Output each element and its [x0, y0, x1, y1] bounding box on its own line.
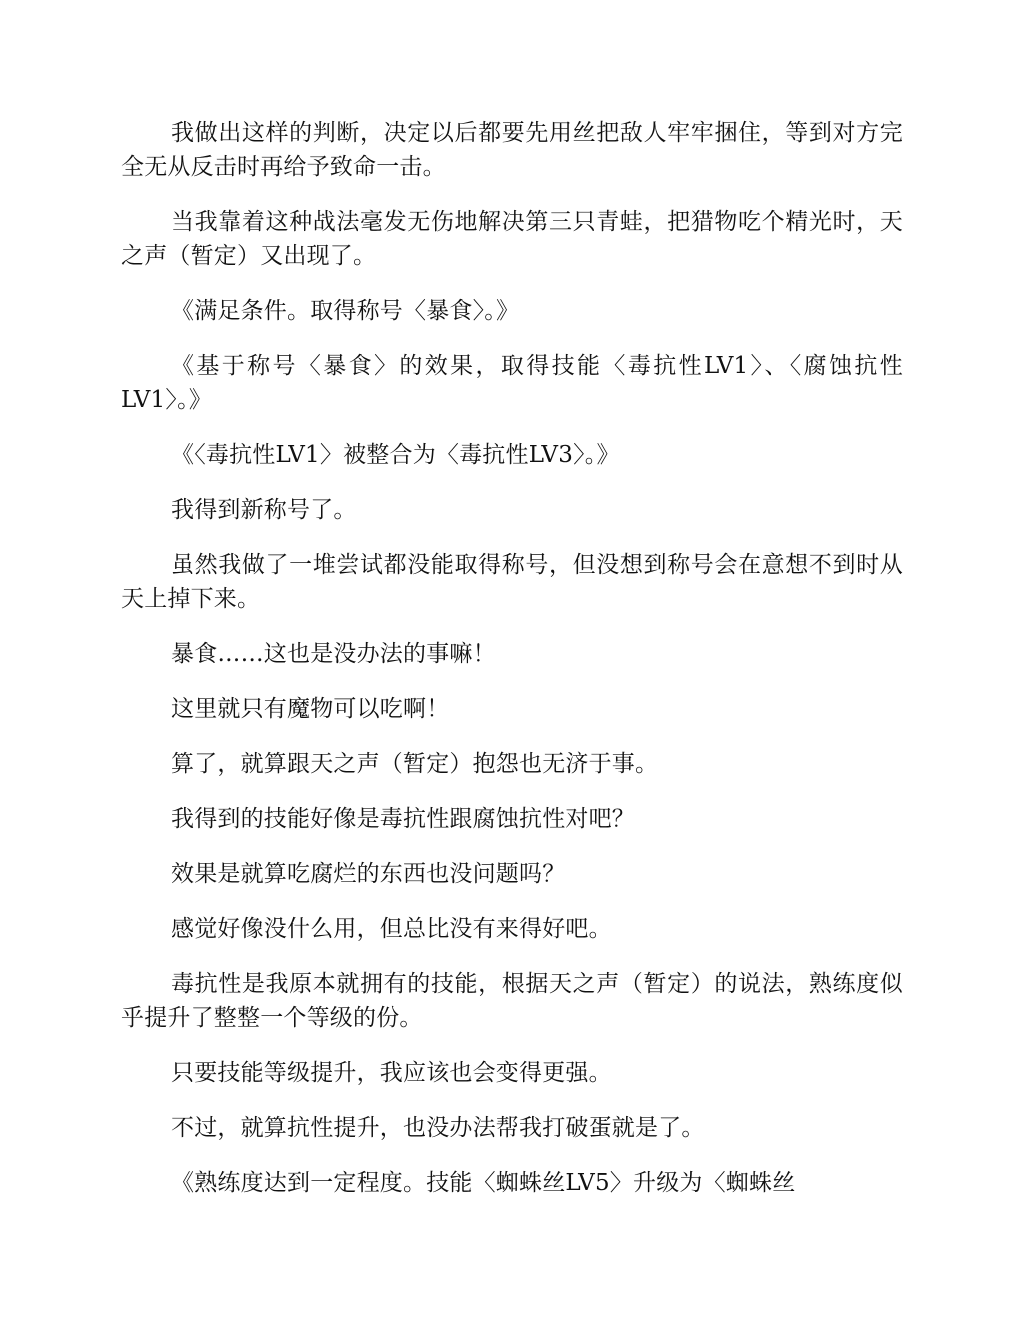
- paragraph-13: 感觉好像没什么用，但总比没有来得好吧。: [171, 916, 612, 942]
- paragraph-15: 只要技能等级提升，我应该也会变得更强。: [171, 1060, 612, 1086]
- paragraph-5: 《〈毒抗性LV1〉被整合为〈毒抗性LV3〉。》: [171, 442, 620, 468]
- document-body: [121, 116, 903, 1221]
- paragraph-6: 我得到新称号了。: [171, 497, 357, 523]
- paragraph-8: 暴食……这也是没办法的事嘛！: [171, 641, 496, 667]
- paragraph-3: 《满足条件。取得称号〈暴食〉。》: [171, 298, 520, 324]
- paragraph-10: 算了，就算跟天之声（暂定）抱怨也无济于事。: [171, 751, 659, 777]
- paragraph-14: 毒抗性是我原本就拥有的技能，根据天之声（暂定）的说法，熟练度似乎提升了整整一个等级的份。: [121, 971, 903, 1031]
- paragraph-17: 《熟练度达到一定程度。技能〈蜘蛛丝LV5〉升级为〈蜘蛛丝: [171, 1170, 796, 1196]
- paragraph-2: 当我靠着这种战法毫发无伤地解决第三只青蛙，把猎物吃个精光时，天之声（暂定）又出现了。: [121, 209, 903, 269]
- paragraph-4: 《基于称号〈暴食〉的效果，取得技能〈毒抗性LV1〉、〈腐蚀抗性LV1〉。》: [121, 353, 903, 413]
- paragraph-12: 效果是就算吃腐烂的东西也没问题吗？: [171, 861, 566, 887]
- paragraph-11: 我得到的技能好像是毒抗性跟腐蚀抗性对吧？: [171, 806, 635, 832]
- paragraph-16: 不过，就算抗性提升，也没办法帮我打破蛋就是了。: [171, 1115, 705, 1141]
- paragraph-1: 我做出这样的判断，决定以后都要先用丝把敌人牢牢捆住，等到对方完全无从反击时再给予致命一击。: [121, 120, 903, 180]
- paragraph-9: 这里就只有魔物可以吃啊！: [171, 696, 450, 722]
- paragraph-7: 虽然我做了一堆尝试都没能取得称号，但没想到称号会在意想不到时从天上掉下来。: [121, 552, 903, 612]
